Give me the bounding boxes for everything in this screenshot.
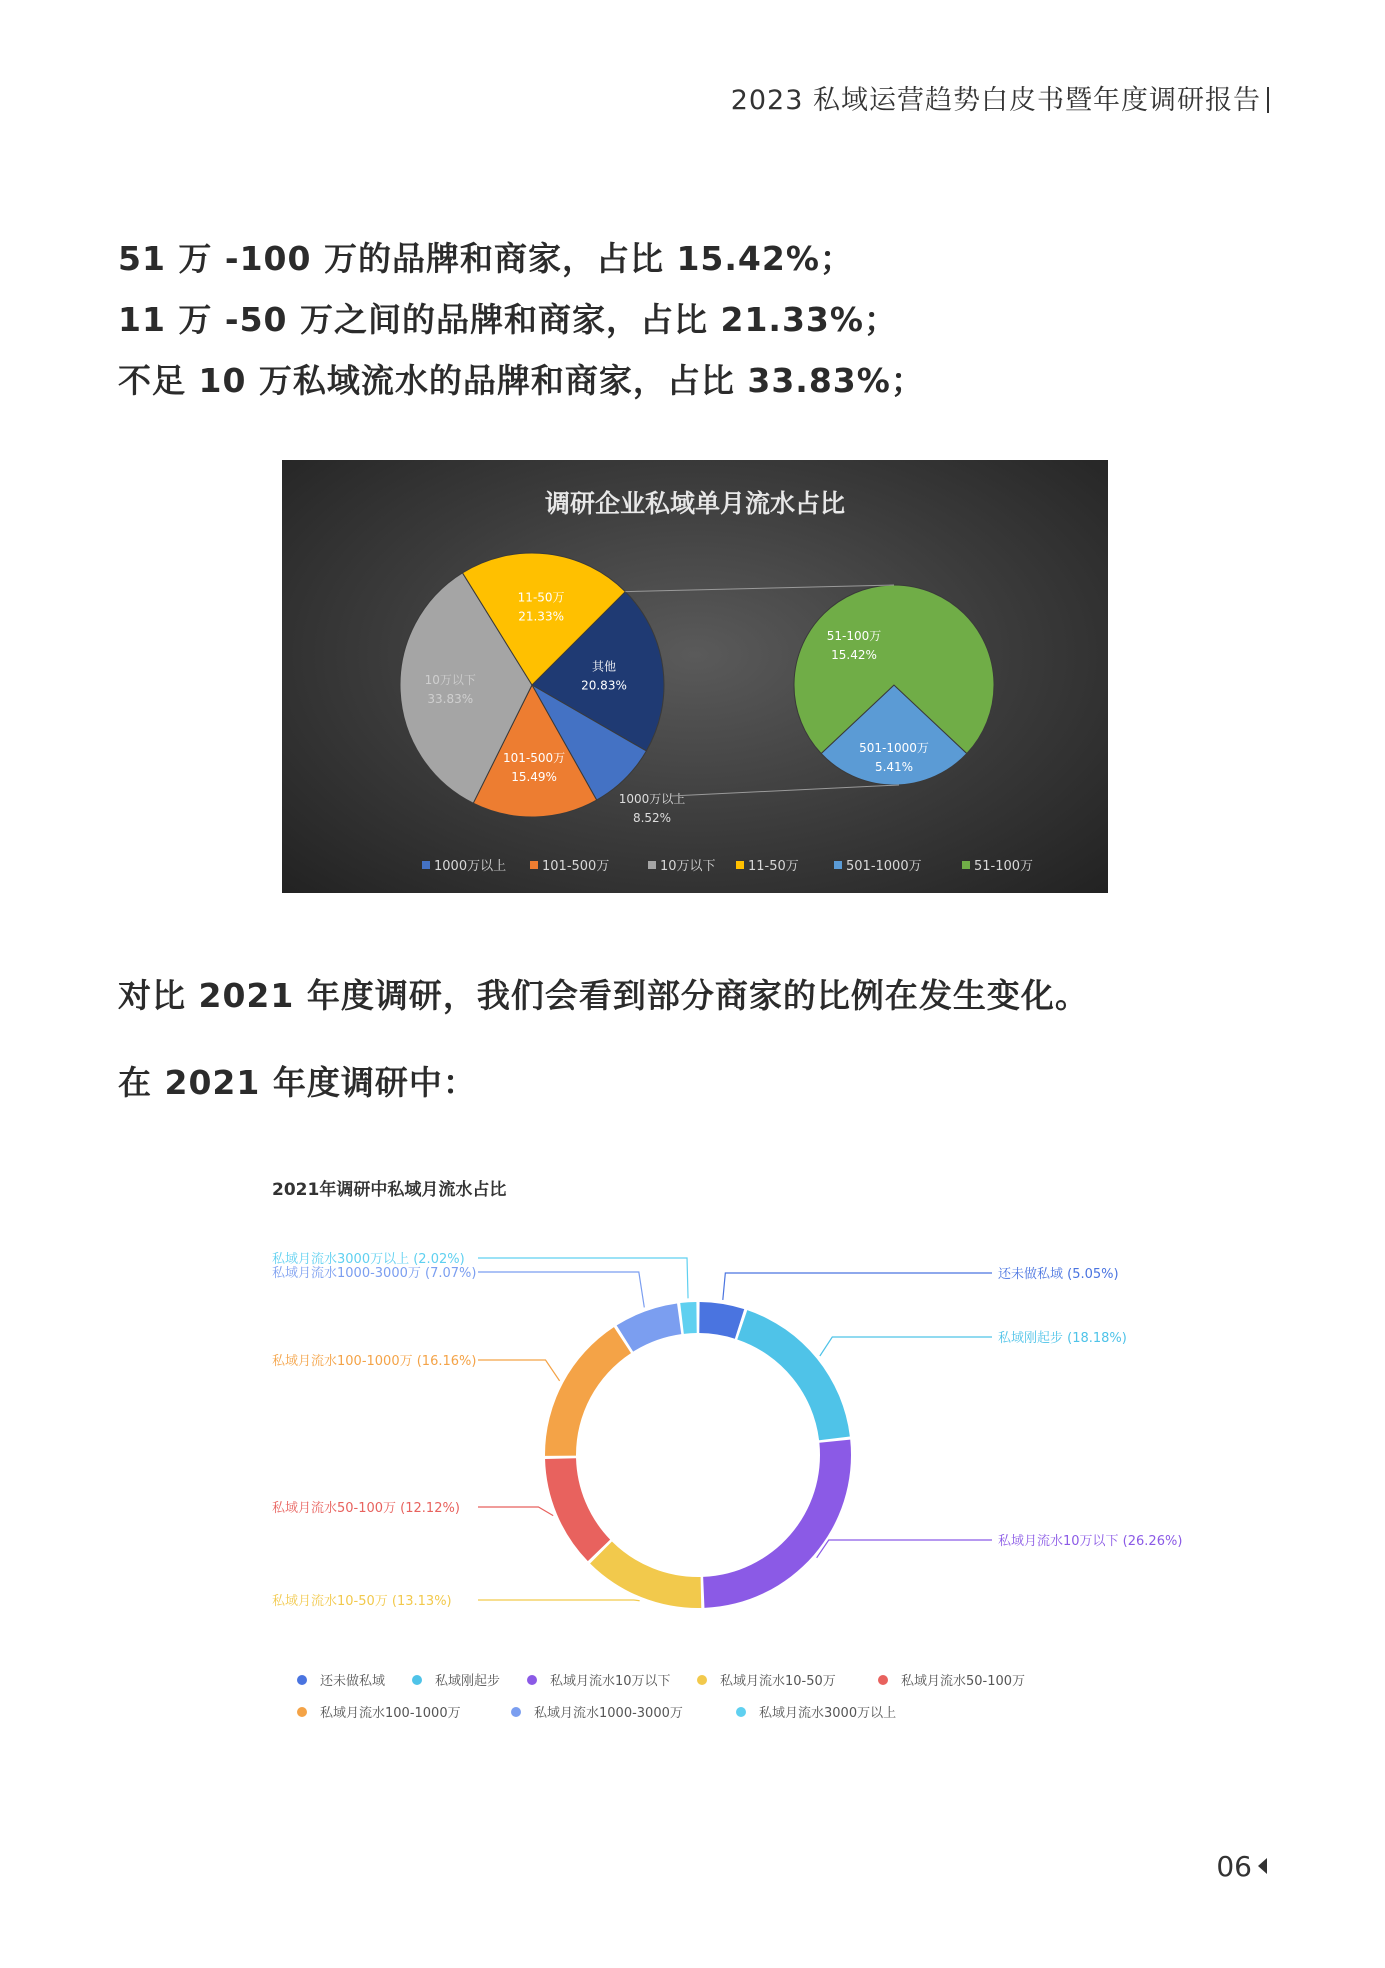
slice-label: 101-500万 bbox=[503, 750, 566, 765]
donut-slice-item bbox=[737, 1310, 850, 1440]
leader-line bbox=[478, 1600, 640, 1601]
legend-dot-item bbox=[297, 1675, 307, 1685]
legend-label: 私域月流水50-100万 bbox=[901, 1674, 1026, 1689]
legend-label: 11-50万 bbox=[748, 859, 799, 874]
leader-line bbox=[478, 1272, 644, 1307]
legend-label: 还未做私域 bbox=[320, 1674, 386, 1689]
report-title: 2023 私域运营趋势白皮书暨年度调研报告 bbox=[730, 85, 1261, 116]
slice-label: 11-50万 bbox=[517, 590, 565, 605]
legend-dot-100-1000 bbox=[297, 1707, 307, 1717]
legend-label: 51-100万 bbox=[974, 859, 1034, 874]
page-marker-icon bbox=[1258, 1858, 1267, 1874]
donut-label: 私域月流水10-50万 (13.13%) bbox=[272, 1594, 452, 1609]
donut-slice-1000-3000 bbox=[617, 1303, 682, 1351]
donut-label: 私域月流水10万以下 (26.26%) bbox=[998, 1534, 1183, 1549]
donut-chart bbox=[240, 1150, 1183, 1750]
legend-swatch-1000 bbox=[422, 861, 430, 869]
legend-swatch-51-100 bbox=[962, 861, 970, 869]
leader-line bbox=[478, 1258, 688, 1298]
legend-dot-10 bbox=[527, 1675, 537, 1685]
page-number-text: 06 bbox=[1216, 1850, 1252, 1883]
paragraph-5: 在 2021 年度调研中： bbox=[118, 1063, 477, 1102]
donut-svg bbox=[240, 1150, 1183, 1750]
page-header bbox=[731, 78, 1269, 117]
legend-dot-item bbox=[412, 1675, 422, 1685]
donut-slice-item bbox=[699, 1302, 744, 1339]
legend-swatch-10 bbox=[648, 861, 656, 869]
header-divider bbox=[1267, 87, 1269, 113]
paragraph-4: 对比 2021 年度调研，我们会看到部分商家的比例在发生变化。 bbox=[118, 976, 1089, 1015]
legend-dot-10-50 bbox=[697, 1675, 707, 1685]
legend-label: 10万以下 bbox=[660, 859, 716, 874]
donut-label: 私域月流水3000万以上 (2.02%) bbox=[272, 1252, 465, 1267]
slice-value: 8.52% bbox=[632, 811, 672, 825]
slice-value: 15.42% bbox=[831, 648, 877, 662]
page-number bbox=[1216, 1850, 1267, 1883]
legend-label: 501-1000万 bbox=[846, 859, 922, 874]
leader-line bbox=[820, 1337, 992, 1356]
legend-label: 私域月流水1000-3000万 bbox=[534, 1706, 683, 1721]
paragraph-2: 11 万 -50 万之间的品牌和商家，占比 21.33%； bbox=[118, 300, 898, 339]
slice-value: 15.49% bbox=[511, 769, 557, 784]
pie-of-pie-svg bbox=[282, 460, 1108, 893]
donut-slice-50-100 bbox=[545, 1458, 610, 1561]
leader-line bbox=[723, 1273, 992, 1300]
donut-label: 私域月流水1000-3000万 (7.07%) bbox=[272, 1266, 477, 1281]
legend-label: 101-500万 bbox=[542, 859, 610, 874]
pie-of-pie-chart bbox=[282, 460, 1108, 893]
slice-value: 20.83% bbox=[581, 678, 627, 693]
chart-title: 调研企业私域单月流水占比 bbox=[544, 489, 846, 518]
donut-slice-10 bbox=[703, 1440, 851, 1608]
donut-label: 私域月流水50-100万 (12.12%) bbox=[272, 1501, 460, 1516]
legend-label: 私域月流水100-1000万 bbox=[320, 1706, 461, 1721]
connector-line bbox=[671, 785, 899, 796]
legend-label: 私域月流水10-50万 bbox=[720, 1674, 836, 1689]
paragraph-1: 51 万 -100 万的品牌和商家，占比 15.42%； bbox=[118, 239, 854, 278]
legend-label: 私域刚起步 bbox=[435, 1674, 501, 1689]
donut-label: 私域月流水100-1000万 (16.16%) bbox=[272, 1354, 477, 1369]
slice-value: 33.83% bbox=[427, 691, 474, 706]
donut-label: 私域刚起步 (18.18%) bbox=[998, 1331, 1127, 1346]
slice-value: 5.41% bbox=[874, 760, 914, 774]
donut-slice-10-50 bbox=[590, 1541, 701, 1608]
slice-label: 51-100万 bbox=[826, 629, 882, 643]
donut-label: 还未做私域 (5.05%) bbox=[998, 1267, 1119, 1282]
donut-slice-3000 bbox=[680, 1302, 697, 1334]
legend-swatch-501-1000 bbox=[834, 861, 842, 869]
chart-title: 2021年调研中私域月流水占比 bbox=[272, 1180, 507, 1200]
legend-label: 私域月流水10万以下 bbox=[550, 1674, 671, 1689]
leader-line bbox=[817, 1540, 992, 1558]
slice-label: 1000万以上 bbox=[618, 792, 686, 806]
donut-slice-100-1000 bbox=[545, 1327, 631, 1456]
legend-dot-50-100 bbox=[878, 1675, 888, 1685]
paragraph-3: 不足 10 万私域流水的品牌和商家，占比 33.83%； bbox=[118, 361, 925, 400]
legend-label: 私域月流水3000万以上 bbox=[759, 1706, 897, 1721]
connector-line bbox=[625, 585, 894, 592]
slice-label: 10万以下 bbox=[424, 672, 476, 687]
leader-line bbox=[478, 1360, 560, 1381]
leader-line bbox=[478, 1507, 553, 1516]
legend-swatch-11-50 bbox=[736, 861, 744, 869]
legend-label: 1000万以上 bbox=[434, 859, 507, 874]
slice-value: 21.33% bbox=[518, 609, 564, 624]
slice-label: 501-1000万 bbox=[859, 741, 929, 755]
legend-swatch-101-500 bbox=[530, 861, 538, 869]
legend-dot-3000 bbox=[736, 1707, 746, 1717]
legend-dot-1000-3000 bbox=[511, 1707, 521, 1717]
slice-label: 其他 bbox=[591, 659, 616, 674]
